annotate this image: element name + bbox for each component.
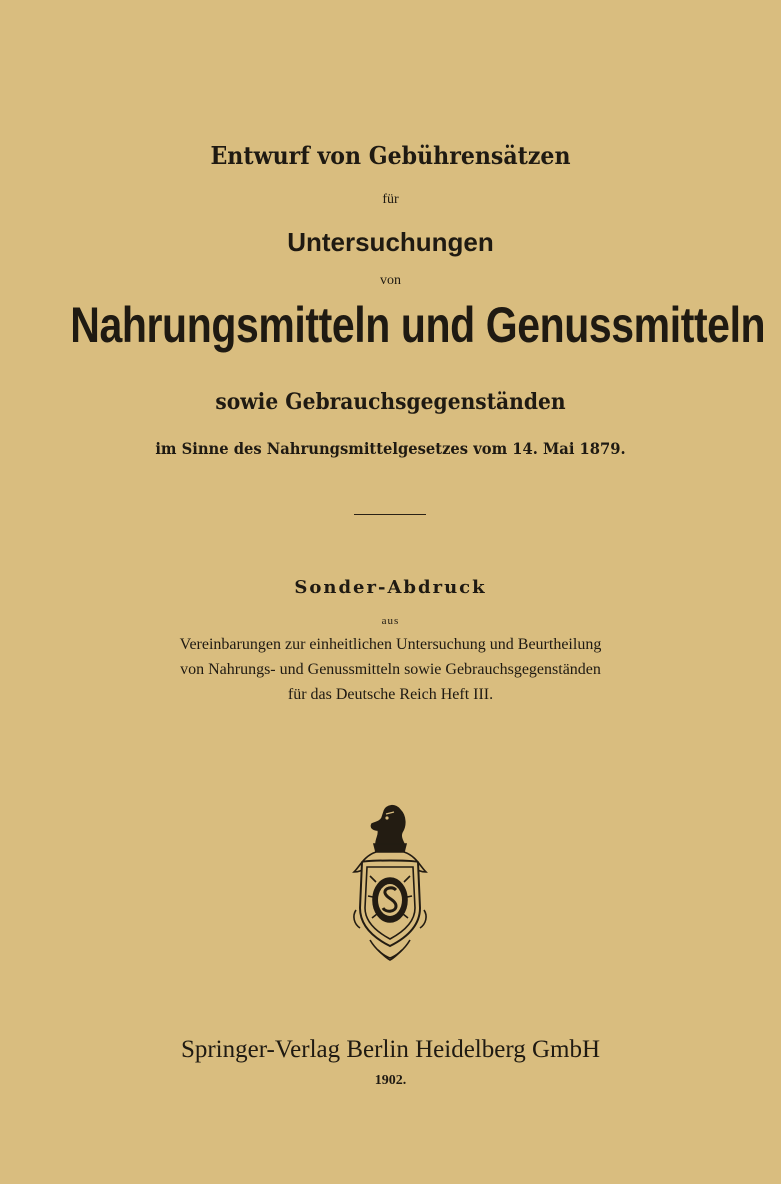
title-connector-fuer: für (382, 192, 399, 207)
reprint-connector-aus: aus (381, 615, 400, 627)
title-connector-von: von (380, 273, 401, 288)
title-line-gebuehrensaetze: Entwurf von Gebührensätzen (210, 141, 571, 170)
reprint-source-line: für das Deutsche Reich Heft III. (287, 686, 494, 703)
reprint-source-line: von Nahrungs- und Genussmitteln sowie Gebrauchsgegenständen (180, 661, 601, 678)
publisher-name: Springer-Verlag Berlin Heidelberg GmbH (180, 1036, 601, 1063)
divider-rule (354, 514, 426, 515)
title-line-gesetz: im Sinne des Nahrungsmittelgesetzes vom 14. Mai 1879. (155, 439, 626, 458)
reprint-source-line: Vereinbarungen zur einheitlichen Untersuchung und Beurtheilung (179, 636, 602, 653)
main-title: Nahrungsmitteln und Genussmitteln (70, 297, 766, 353)
publication-year: 1902. (374, 1073, 407, 1088)
title-line-untersuchungen: Untersuchungen (287, 227, 494, 257)
reprint-heading: Sonder-Abdruck (294, 577, 487, 598)
title-line-gebrauchsgegenstaende: sowie Gebrauchsgegenständen (215, 389, 566, 415)
springer-knight-emblem-icon (340, 800, 440, 962)
